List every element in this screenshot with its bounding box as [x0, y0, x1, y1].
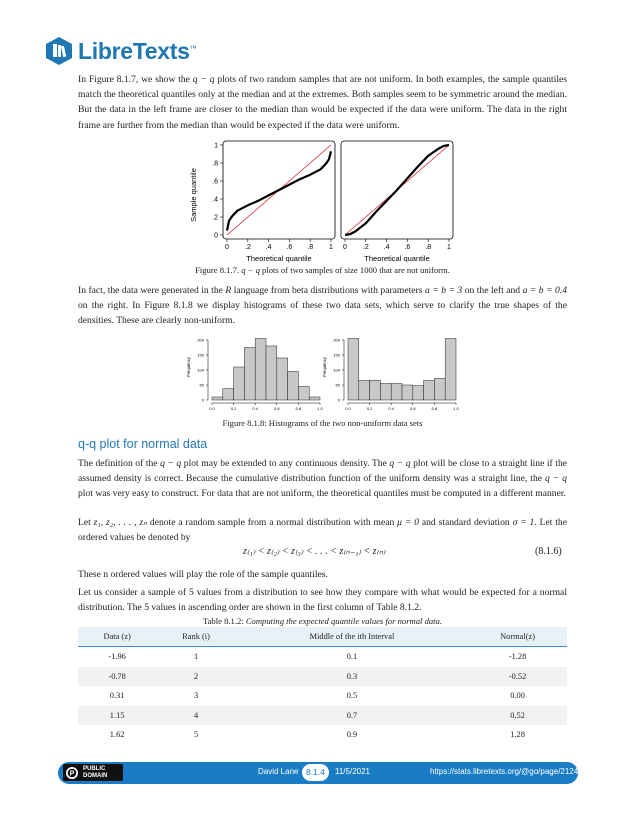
table-cell: 0.1	[346, 652, 358, 662]
y-tick-label: 200	[197, 337, 204, 343]
table-row	[78, 706, 567, 726]
column-header: Middle of the ith Interval	[236, 627, 468, 647]
histogram-bar	[370, 380, 381, 400]
y-tick-label: .2	[212, 214, 218, 222]
libretexts-logo-icon	[44, 36, 74, 66]
y-tick-label: 150	[197, 352, 204, 358]
table-cell: 0.3	[236, 667, 468, 687]
column-header: Rank (i)	[156, 627, 236, 647]
x-tick-label: 1.0	[453, 406, 459, 411]
qq-plots-figure	[190, 133, 470, 263]
histogram-bar	[424, 381, 435, 401]
x-tick-label: 0.6	[410, 406, 416, 411]
y-tick-label: 100	[333, 367, 340, 373]
sample-curve	[227, 151, 331, 230]
table-cell: 1.62	[109, 730, 125, 740]
x-tick-label: 0.8	[295, 406, 302, 411]
paragraph-definition: The definition of the q − q plot may be extended to any continuous density. The q − q plot will be close to a straight line if the assumed density is correct. Because the cumulative distribution function of the uniform density was a straight line, the q − q plot was very easy to construct. For data that are not uniform, the theoretical quantiles must be computed in a different manner.	[78, 458, 567, 500]
x-tick-label: 0.2	[230, 406, 237, 411]
x-tick-label: .2	[244, 244, 251, 251]
section-heading: q-q plot for normal data	[78, 437, 208, 451]
histogram-bar	[445, 339, 456, 401]
table-cell: 0.7	[236, 706, 468, 726]
histogram-bar	[380, 384, 391, 401]
table-caption: Table 8.1.2: Computing the expected quantile values for normal data.	[202, 616, 443, 626]
qq-panel-right	[341, 141, 453, 251]
histogram-bar	[223, 389, 234, 400]
y-tick-label: .6	[212, 178, 218, 186]
table-cell: 3	[193, 691, 199, 701]
x-tick-label: 0.6	[274, 406, 280, 411]
y-tick-label: 200	[333, 337, 340, 343]
histogram-bar	[266, 346, 277, 400]
x-tick-label: .8	[425, 244, 432, 251]
x-axis-label-right: Theoretical quantile	[364, 254, 430, 263]
table-cell: 2	[156, 667, 236, 687]
table-cell: 0.31	[109, 691, 125, 701]
y-axis-label: Sample quantile	[189, 168, 198, 222]
x-tick-label: 0	[343, 244, 347, 251]
x-axis-label-left: Theoretical quantile	[246, 254, 312, 263]
histogram-bar	[309, 397, 320, 400]
table-cell: -0.78	[78, 667, 156, 687]
license-label: PUBLIC DOMAIN	[83, 766, 108, 779]
table-cell: 4	[156, 706, 236, 726]
x-tick-label: 1	[329, 244, 333, 251]
histogram-bar	[234, 367, 245, 400]
quantile-table	[78, 627, 567, 745]
table-header-row	[78, 627, 567, 647]
equation-number: (8.1.6)	[535, 546, 562, 557]
x-tick-label: 0.4	[388, 406, 394, 411]
y-tick-label: 50	[199, 382, 204, 388]
table-cell: -1.28	[508, 652, 527, 662]
y-tick-label: 0	[201, 397, 204, 403]
histogram-bar	[413, 386, 424, 400]
y-tick-label: 50	[335, 382, 340, 388]
x-tick-label: 0	[225, 244, 229, 251]
figure-caption-2: Figure 8.1.8: Histograms of the two non-uniform data sets	[222, 418, 423, 428]
table-cell: 1	[193, 652, 199, 662]
column-header: Normal(z)	[468, 627, 567, 647]
histograms-figure	[186, 330, 466, 416]
x-tick-label: .6	[286, 244, 293, 251]
x-tick-label: .6	[404, 244, 411, 251]
table-cell: 0.9	[346, 730, 358, 740]
table-cell: -0.52	[468, 667, 567, 687]
libretexts-logo[interactable]	[44, 36, 196, 66]
public-domain-icon	[65, 766, 79, 780]
footer-author: David Lane	[258, 767, 299, 776]
x-tick-label: 1	[447, 244, 451, 251]
histogram-bar	[348, 339, 359, 401]
footer-url-link[interactable]: https://stats.libretexts.org/@go/page/2124	[430, 767, 579, 776]
table-cell: 0.00	[510, 691, 525, 701]
histogram-bar	[212, 397, 223, 400]
x-tick-label: 1.0	[317, 406, 323, 411]
y-tick-label: 0	[337, 397, 340, 403]
y-tick-label: 0	[214, 232, 218, 240]
table-ref-link[interactable]: 8.1.2	[399, 602, 420, 614]
y-tick-label: 100	[197, 367, 204, 373]
y-tick-label: 1	[214, 142, 218, 150]
x-tick-label: 0.2	[366, 406, 373, 411]
qq-panel-left	[212, 141, 335, 251]
x-tick-label: .4	[265, 244, 272, 251]
table-cell: 1.28	[510, 730, 525, 740]
table-cell: 0.52	[468, 706, 567, 726]
footer-date: 11/5/2021	[335, 767, 370, 776]
histogram-bar	[255, 339, 266, 401]
paragraph-ordered: These n ordered values will play the role of the sample quantiles.	[78, 569, 328, 580]
table-row	[78, 647, 567, 667]
histogram-bar	[391, 384, 402, 401]
histogram-left	[186, 338, 324, 412]
histogram-bar	[244, 348, 255, 401]
histogram-bar	[434, 378, 445, 400]
figure-ref-link[interactable]: 8.1.8	[173, 300, 193, 312]
table-cell: -1.96	[108, 652, 126, 662]
table-cell: 1.15	[78, 706, 156, 726]
paragraph-intro: In Figure 8.1.7, we show the q − q plots of two random samples that are not uniform. In both examples, the sample quantiles match the theoretical quantiles only at the median and at the extremes. Both samples seem to be symmetric around the median. But the data in the left frame are closer to the median than would be expected if the data were uniform. The data in the right frame are further from the median than would be expected if the data were uniform.	[78, 74, 568, 131]
x-tick-label: 0.8	[431, 406, 438, 411]
y-axis-label: Frequency	[322, 357, 327, 377]
x-tick-label: .2	[362, 244, 369, 251]
table-row	[78, 667, 567, 687]
x-tick-label: .8	[307, 244, 314, 251]
histogram-bar	[288, 372, 299, 401]
page-number-badge: 8.1.4	[302, 764, 329, 781]
column-header: Data (z)	[78, 627, 156, 647]
paragraph-beta: In fact, the data were generated in the R language from beta distributions with parameters a = b = 3 on the left and a = b = 0.4 on the right. In Figure 8.1.8 we display histograms of these two data sets, which serve to clarify the true shapes of the densities. These are clearly non-uniform.	[78, 285, 568, 327]
x-tick-label: .4	[383, 244, 390, 251]
y-tick-label: .8	[212, 160, 218, 168]
x-tick-label: 0.0	[345, 406, 351, 411]
histogram-bar	[359, 381, 370, 401]
logo-text: LibreTexts™	[78, 37, 197, 64]
y-axis-label: Frequency	[186, 357, 191, 377]
histogram-right	[322, 338, 460, 412]
table-cell: 0.5	[346, 691, 358, 701]
table-row	[78, 686, 567, 706]
public-domain-badge[interactable]	[63, 764, 123, 781]
histogram-bar	[277, 358, 288, 400]
figure-ref-link[interactable]: 8.1.7	[116, 74, 136, 85]
histogram-bar	[402, 385, 413, 400]
table-row	[78, 725, 567, 745]
figure-caption-1: Figure 8.1.7. q − q plots of two samples of size 1000 that are not uniform.	[195, 265, 450, 275]
paragraph-sample: Let z₁, z₂, . . . , zₙ denote a random sample from a normal distribution with mean μ = 0 and standard deviation σ = 1. Let the ordered values be denoted by	[78, 517, 567, 544]
svg-text:P: P	[69, 770, 75, 778]
x-tick-label: 0.0	[209, 406, 215, 411]
equation: z₍₁₎ < z₍₂₎ < z₍₃₎ < . . . < z₍ₙ₋₁₎ < z₍ₙ₎	[243, 546, 386, 557]
table-cell: 5	[193, 730, 199, 740]
y-tick-label: .4	[212, 196, 218, 204]
y-tick-label: 150	[333, 352, 340, 358]
paragraph-consider: Let us consider a sample of 5 values from a distribution to see how they compare with what would be expected for a normal distribution. The 5 values in ascending order are shown in the first column of Table 8.1.2.	[78, 587, 567, 614]
histogram-bar	[298, 387, 309, 401]
x-tick-label: 0.4	[252, 406, 258, 411]
